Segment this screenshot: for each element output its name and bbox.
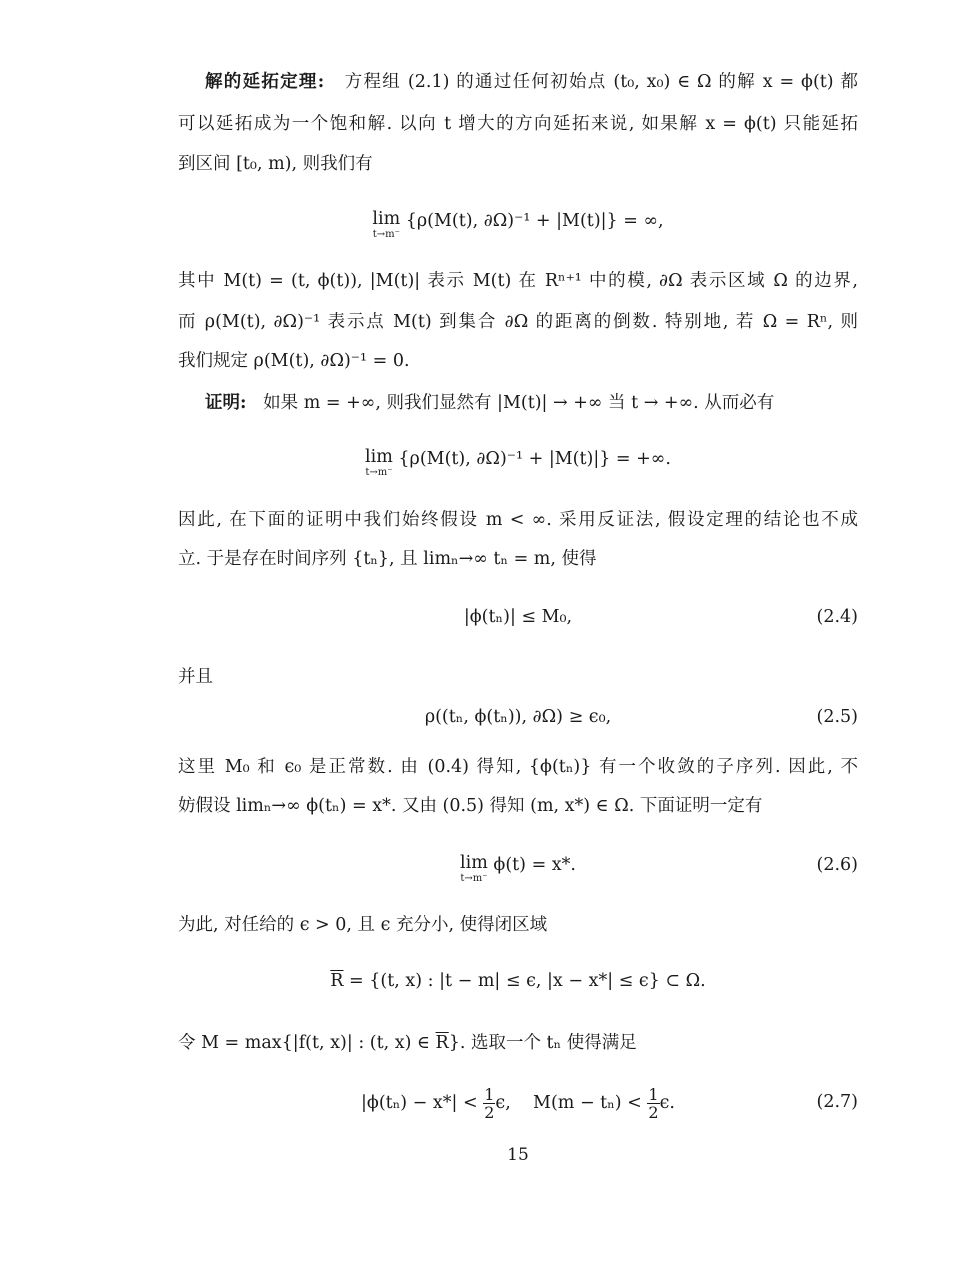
- lim-text: lim: [372, 209, 401, 229]
- equation-number-2-5: (2.5): [816, 707, 858, 727]
- limit-operator: [460, 852, 488, 884]
- equation-body: = {(t, x) : |t − m| ≤ ϵ, |x − x*| ≤ ϵ} ⊂ Ω.: [343, 971, 706, 991]
- eq27-part-a: |ϕ(tₙ) − x*| <: [361, 1093, 478, 1113]
- equation-body: {ρ(M(t), ∂Ω)⁻¹ + |M(t)|} = +∞.: [398, 449, 671, 469]
- proof-label: 证明:: [205, 393, 247, 413]
- theorem-line-2: 可以延拓成为一个饱和解. 以向 t 增大的方向延拓来说, 如果解 x = ϕ(t) 只能延拓: [178, 114, 858, 134]
- region-R-inline: $\overline{R}$: [435, 1033, 449, 1053]
- eq27-part-b: ϵ, M(m − tₙ) <: [495, 1093, 642, 1113]
- equation-body: ϕ(t) = x*.: [493, 855, 576, 875]
- region-R: $\overline{R}$: [330, 971, 344, 991]
- equation-2-5: ρ((tₙ, ϕ(tₙ)), ∂Ω) ≥ ϵ₀,: [424, 707, 612, 727]
- theorem-line-3: 到区间 [t₀, m), 则我们有: [178, 154, 373, 174]
- fraction-one-half: [483, 1086, 495, 1121]
- eq27-part-c: ϵ.: [659, 1093, 675, 1113]
- equation-closed-region: [178, 968, 858, 994]
- equation-number-2-7: (2.7): [816, 1092, 858, 1112]
- theorem-line-4: 其中 M(t) = (t, ϕ(t)), |M(t)| 表示 M(t) 在 Rⁿ⁺¹ 中的模, ∂Ω 表示区域 Ω 的边界,: [178, 271, 858, 291]
- theorem-text-1: 方程组 (2.1) 的通过任何初始点 (t₀, x₀) ∈ Ω 的解 x = ϕ(t) 都: [344, 72, 858, 92]
- denominator: 2: [484, 1103, 495, 1122]
- equation-2-6: [178, 852, 858, 884]
- page-number: 15: [507, 1145, 529, 1165]
- proof-line-6: 为此, 对任给的 ϵ > 0, 且 ϵ 充分小, 使得闭区域: [178, 915, 548, 935]
- proof-and: 并且: [178, 667, 213, 687]
- proof-text-1: 如果 m = +∞, 则我们显然有 |M(t)| → +∞ 当 t → +∞. 从而必有: [263, 393, 775, 413]
- lim-subscript: t→m⁻: [372, 229, 400, 240]
- lim-subscript: t→m⁻: [365, 467, 393, 478]
- equation-limit-plus-infinity: [178, 446, 858, 478]
- proof-line-5: 妨假设 limₙ→∞ ϕ(tₙ) = x*. 又由 (0.5) 得知 (m, x*) ∈ Ω. 下面证明一定有: [178, 796, 763, 816]
- proof-text-7a: 令 M = max{|f(t, x)| : (t, x) ∈: [178, 1033, 436, 1053]
- theorem-label: 解的延拓定理:: [205, 72, 325, 92]
- proof-line-4: 这里 M₀ 和 ϵ₀ 是正常数. 由 (0.4) 得知, {ϕ(tₙ)} 有一个收敛的子序列. 因此, 不: [178, 757, 858, 777]
- equation-number-2-6: (2.6): [816, 855, 858, 875]
- equation-2-4: |ϕ(tₙ)| ≤ M₀,: [463, 607, 573, 627]
- proof-text-7b: }. 选取一个 tₙ 使得满足: [448, 1033, 637, 1053]
- proof-line-3: 立. 于是存在时间序列 {tₙ}, 且 limₙ→∞ tₙ = m, 使得: [178, 549, 597, 569]
- denominator: 2: [648, 1103, 659, 1122]
- equation-number-2-4: (2.4): [816, 607, 858, 627]
- theorem-line-1: [205, 69, 858, 95]
- lim-subscript: t→m⁻: [460, 873, 488, 884]
- proof-line-7: [178, 1030, 858, 1056]
- lim-text: lim: [460, 853, 488, 873]
- equation-2-7: [178, 1086, 858, 1121]
- theorem-line-5: 而 ρ(M(t), ∂Ω)⁻¹ 表示点 M(t) 到集合 ∂Ω 的距离的倒数. 特别地, 若 Ω = Rⁿ, 则: [178, 312, 858, 332]
- fraction-one-half: [647, 1086, 659, 1121]
- limit-operator: [365, 446, 393, 478]
- theorem-line-6: 我们规定 ρ(M(t), ∂Ω)⁻¹ = 0.: [178, 351, 410, 371]
- limit-operator: [372, 208, 400, 240]
- proof-line-1: [205, 390, 858, 416]
- numerator: 1: [648, 1085, 659, 1104]
- proof-line-2: 因此, 在下面的证明中我们始终假设 m < ∞. 采用反证法, 假设定理的结论也不成: [178, 510, 858, 530]
- equation-body: {ρ(M(t), ∂Ω)⁻¹ + |M(t)|} = ∞,: [405, 211, 664, 231]
- lim-text: lim: [365, 447, 393, 467]
- equation-limit-infinity: [178, 208, 858, 240]
- numerator: 1: [484, 1085, 495, 1104]
